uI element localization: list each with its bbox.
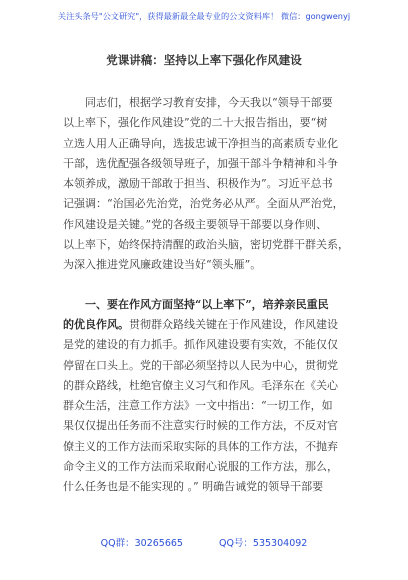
text-line: 命令主义的工作方法而采取耐心说服的工作方法，那么， — [63, 460, 338, 474]
paragraph-spacer — [63, 276, 363, 295]
text-line: 果仅仅提出任务而不注意实行时候的工作方法，不反对官 — [63, 419, 338, 433]
text-line: 僚主义的工作方法而采取实际的具体的工作方法，不抛弃 — [63, 439, 338, 453]
text-line: 以上率下，强化作风建设”党的二十大报告指出，要“树 — [63, 116, 328, 130]
text-line: 立选人用人正确导向，选拔忠诚干净担当的高素质专业化 — [63, 136, 338, 150]
text-line: 的群众路线，杜绝官僚主义习气和作风。毛泽东在《关心 — [63, 378, 338, 392]
text-line: 停留在口头上。党的干部必须坚持以人民为中心，贯彻党 — [63, 358, 338, 372]
text-line: 记强调：“治国必先治党，治党务必从严。全面从严治党， — [63, 197, 344, 211]
text-line: 作风建设是关键。”党的各级主要领导干部要以身作则、 — [63, 217, 328, 231]
promo-banner[interactable]: 关注头条号"公文研究"，获得最新最全最专业的公文资料库！ 微信：gongwenyj — [57, 11, 351, 21]
document-body — [63, 93, 363, 498]
text-line: 本领养成，激励干部敢于担当、积极作为”。习近平总书 — [63, 177, 333, 191]
section-heading-tail: 的优良作风。 — [63, 317, 129, 331]
page-footer — [0, 535, 408, 549]
text-line: 同志们，根据学习教育安排，今天我以“领导干部要 — [85, 96, 333, 109]
text-line: 群众生活，注意工作方法》一文中指出：“一切工作，如 — [63, 399, 333, 413]
paragraph-intro — [63, 93, 363, 276]
text-line: 干部，选优配强各级领导班子，加强干部斗争精神和斗争 — [63, 156, 338, 170]
text-line: 什么任务也是不能实现的 。” 明确告诫党的领导干部要 — [63, 480, 324, 494]
text-line: 为深入推进党风廉政建设当好“领头雁”。 — [63, 258, 262, 272]
qq-group-link[interactable]: QQ群：30265665 — [100, 538, 183, 549]
qq-number-link[interactable]: QQ号：535304092 — [218, 538, 308, 549]
document-title: 党课讲稿：坚持以上率下强化作风建设 — [106, 53, 302, 67]
text-line — [63, 315, 363, 335]
section-heading-line: 一、要在作风方面坚持“以上率下”，培养亲民重民 — [85, 297, 329, 311]
text-line: 以上率下，始终保持清醒的政治头脑，密切党群干群关系， — [63, 238, 349, 252]
text-line: 是党的建设的有力抓手。抓作风建设要有实效，不能仅仅 — [63, 338, 338, 352]
text-line-rest: 贯彻群众路线关键在于作风建设，作风建设 — [129, 317, 338, 331]
paragraph-section-one — [63, 295, 363, 498]
